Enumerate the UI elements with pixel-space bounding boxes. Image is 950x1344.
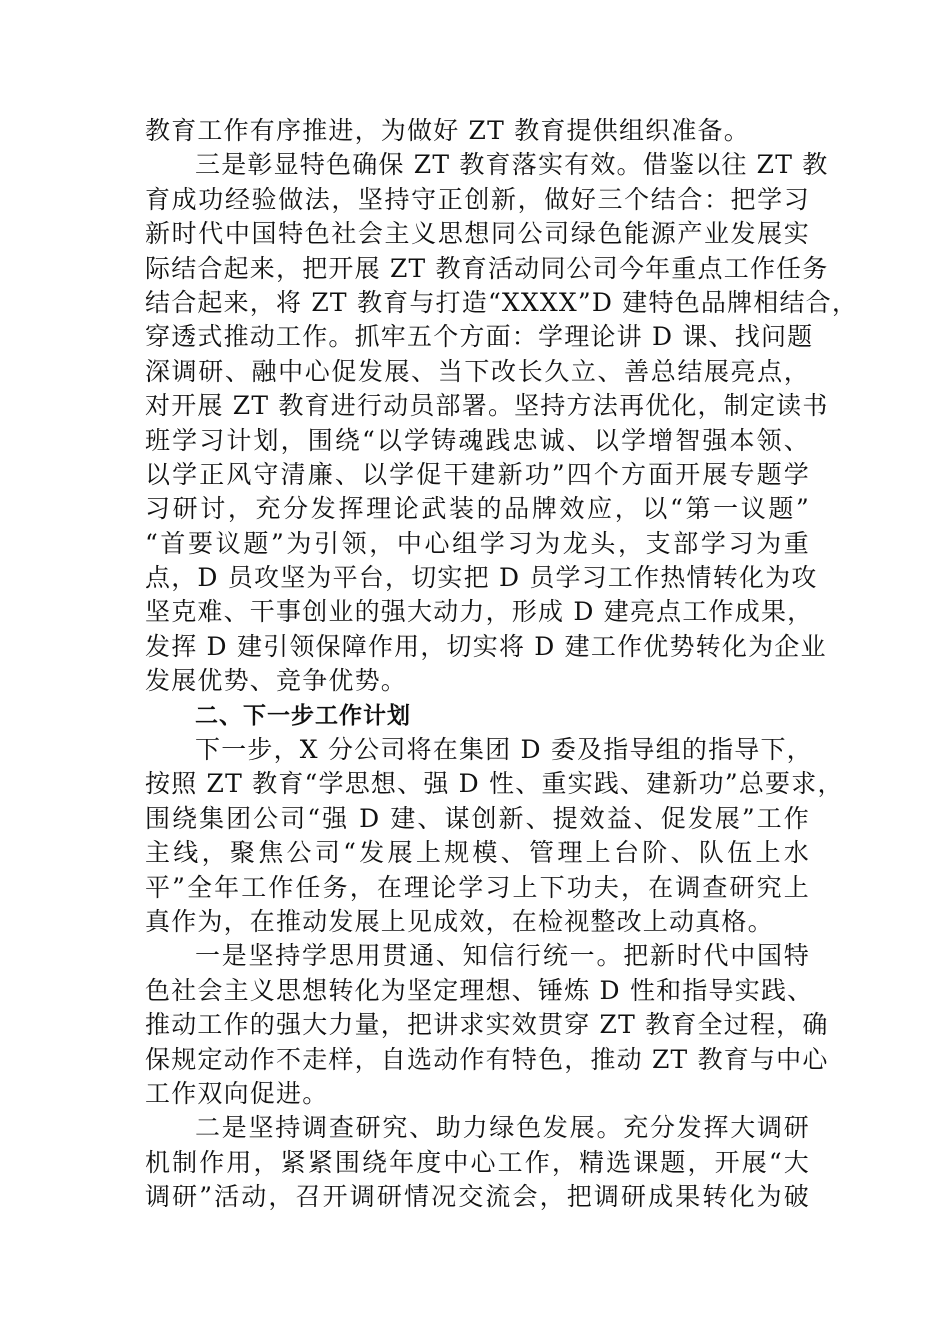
paragraph-three-feature xyxy=(145,148,859,698)
paragraph-one-learning xyxy=(145,939,829,1111)
text-line: 点，D 员攻坚为平台，切实把 D 员学习工作热情转化为攻 xyxy=(145,563,818,593)
text-line: 推动工作的强大力量，把讲求实效贯穿 ZT 教育全过程，确 xyxy=(145,1010,829,1040)
text-line: 习研讨，充分发挥理论武装的品牌效应，以“第一议题” xyxy=(145,494,810,524)
paragraph-continuation xyxy=(145,114,810,148)
text-line: 新时代中国特色社会主义思想同公司绿色能源产业发展实 xyxy=(145,219,810,249)
text-line: 保规定动作不走样，自选动作有特色，推动 ZT 教育与中心 xyxy=(145,1044,829,1074)
text-line: 育成功经验做法，坚持守正创新，做好三个结合：把学习 xyxy=(145,184,810,214)
text-line: 调研”活动，召开调研情况交流会，把调研成果转化为破 xyxy=(145,1182,810,1212)
text-line: 下一步，X 分公司将在集团 D 委及指导组的指导下， xyxy=(195,735,813,765)
paragraph-two-research xyxy=(145,1111,810,1214)
text-line: 真作为，在推动发展上见成效，在检视整改上动真格。 xyxy=(145,906,774,936)
text-line: 主线，聚焦公司“发展上规模、管理上台阶、队伍上水 xyxy=(145,838,810,868)
text-line: 穿透式推动工作。抓牢五个方面：学理论讲 D 课、找问题 xyxy=(145,322,814,352)
section-heading xyxy=(145,699,810,733)
paragraph-next-step xyxy=(145,733,844,939)
text-line: 教育工作有序推进，为做好 ZT 教育提供组织准备。 xyxy=(145,116,750,145)
text-line: 发展优势、竞争优势。 xyxy=(145,666,408,696)
text-line: “首要议题”为引领，中心组学习为龙头，支部学习为重 xyxy=(145,528,810,558)
text-line: 结合起来，将 ZT 教育与打造“XXXX”D 建特色品牌相结合， xyxy=(145,287,859,317)
text-line: 工作双向促进。 xyxy=(145,1078,329,1108)
text-line: 色社会主义思想转化为坚定理想、锤炼 D 性和指导实践、 xyxy=(145,975,814,1005)
text-line: 平”全年工作任务，在理论学习上下功夫，在调查研究上 xyxy=(145,872,810,902)
document-body xyxy=(145,114,859,1215)
text-line: 对开展 ZT 教育进行动员部署。坚持方法再优化，制定读书 xyxy=(145,391,829,421)
text-line: 以学正风守清廉、以学促干建新功”四个方面开展专题学 xyxy=(145,459,810,489)
text-line: 二是坚持调查研究、助力绿色发展。充分发挥大调研 xyxy=(195,1113,810,1143)
text-line: 按照 ZT 教育“学思想、强 D 性、重实践、建新功”总要求， xyxy=(145,769,844,799)
text-line: 深调研、融中心促发展、当下改长久立、善总结展亮点， xyxy=(145,356,810,386)
text-line: 坚克难、干事创业的强大动力，形成 D 建亮点工作成果， xyxy=(145,597,814,627)
text-line: 机制作用，紧紧围绕年度中心工作，精选课题，开展“大 xyxy=(145,1147,810,1177)
text-line: 三是彰显特色确保 ZT 教育落实有效。借鉴以往 ZT 教 xyxy=(195,150,829,180)
text-line: 围绕集团公司“强 D 建、谋创新、提效益、促发展”工作 xyxy=(145,803,810,833)
text-line: 一是坚持学思用贯通、知信行统一。把新时代中国特 xyxy=(195,941,810,971)
section-heading-text: 二、下一步工作计划 xyxy=(195,702,411,729)
text-line: 班学习计划，围绕“以学铸魂践忠诚、以学增智强本领、 xyxy=(145,425,810,455)
text-line: 发挥 D 建引领保障作用，切实将 D 建工作优势转化为企业 xyxy=(145,631,827,661)
text-line: 际结合起来，把开展 ZT 教育活动同公司今年重点工作任务 xyxy=(145,253,829,283)
